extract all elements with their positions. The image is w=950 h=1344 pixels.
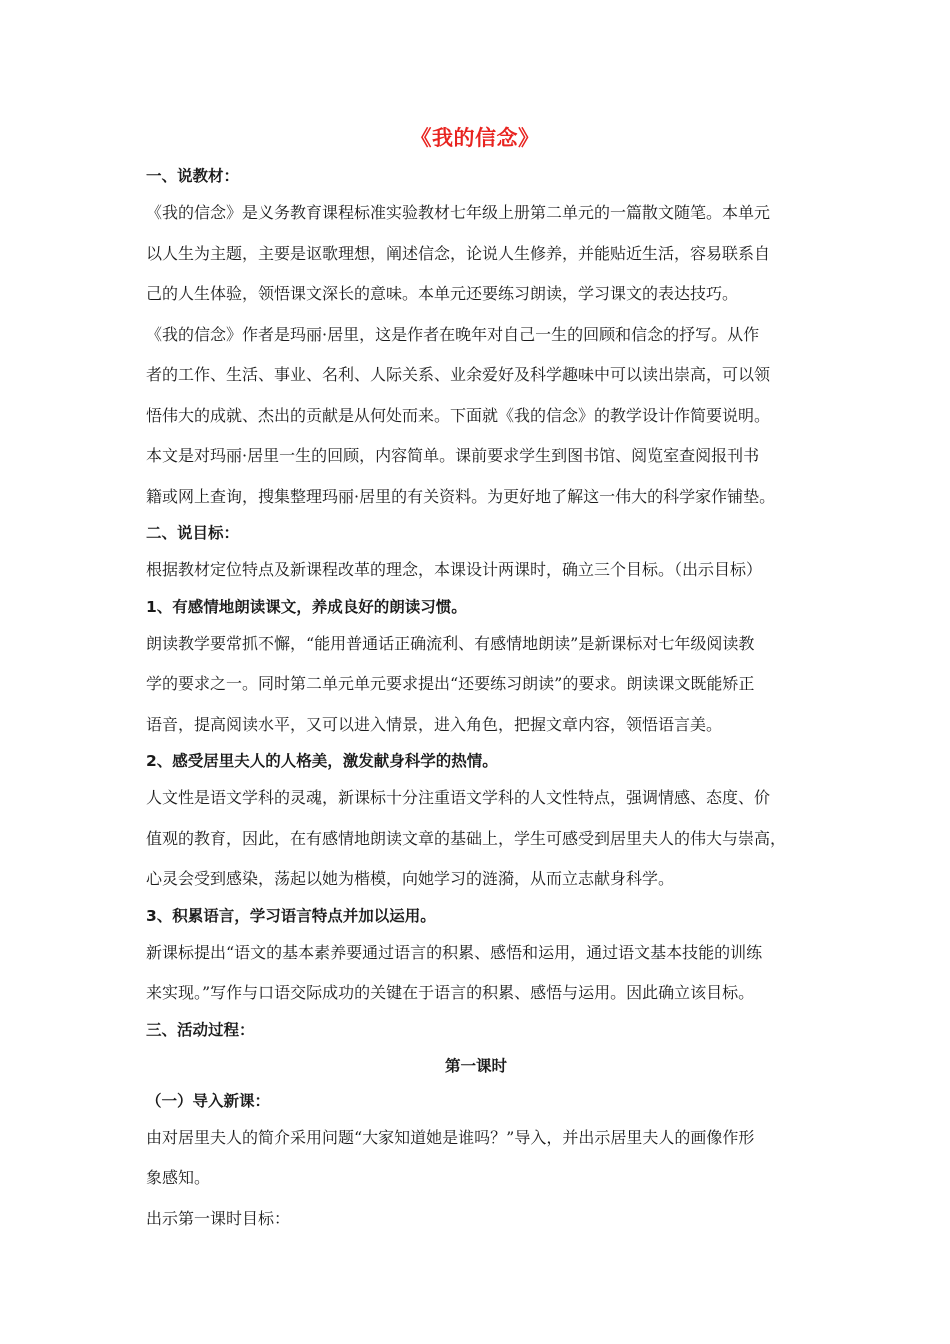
step-1-heading: （一）导入新课： <box>146 1091 271 1110</box>
document-body <box>146 160 806 1239</box>
text-line: 出示第一课时目标： <box>146 1208 291 1228</box>
goal-1-text <box>146 624 806 746</box>
text-line: 由对居里夫人的简介采用问题“大家知道她是谁吗？”导入，并出示居里夫人的画像作形 <box>146 1127 755 1147</box>
goal-3-text <box>146 933 806 1014</box>
text-line: 《我的信念》作者是玛丽·居里，这是作者在晚年对自己一生的回顾和信念的抒写。从作 <box>146 324 760 344</box>
text-line: 来实现。”写作与口语交际成功的关键在于语言的积累、感悟与运用。因此确立该目标。 <box>146 983 755 1002</box>
paragraph-preparation <box>146 436 806 517</box>
text-line: 朗读教学要常抓不懈，“能用普通话正确流利、有感情地朗读”是新课标对七年级阅读教 <box>146 633 755 653</box>
document-title: 《我的信念》 <box>410 126 540 150</box>
text-line: 者的工作、生活、事业、名利、人际关系、业余爱好及科学趣味中可以读出崇高，可以领 <box>146 365 771 384</box>
text-line: 《我的信念》是义务教育课程标准实验教材七年级上册第二单元的一篇散文随笔。本单元 <box>146 203 771 222</box>
text-line: 悟伟大的成就、杰出的贡献是从何处而来。下面就《我的信念》的教学设计作简要说明。 <box>146 405 771 425</box>
paragraph-author-intro <box>146 315 806 437</box>
text-line: 心灵会受到感染，荡起以她为楷模，向她学习的涟漪，从而立志献身科学。 <box>146 869 675 888</box>
section-heading-teaching-material: 一、说教材： <box>146 167 240 185</box>
paragraph-objectives-intro <box>146 550 806 591</box>
text-line: 本文是对玛丽·居里一生的回顾，内容简单。课前要求学生到图书馆、阅览室查阅报刊书 <box>146 446 760 465</box>
text-line: 值观的教育，因此，在有感情地朗读文章的基础上，学生可感受到居里夫人的伟大与崇高， <box>146 828 787 848</box>
goal-2-text <box>146 778 806 900</box>
text-line: 己的人生体验，领悟课文深长的意味。本单元还要练习朗读，学习课文的表达技巧。 <box>146 284 739 303</box>
text-line: 以人生为主题，主要是讴歌理想，阐述信念，论说人生修养，并能贴近生活，容易联系自 <box>146 243 771 263</box>
text-line: 籍或网上查询，搜集整理玛丽·居里的有关资料。为更好地了解这一伟大的科学家作铺垫。 <box>146 486 776 506</box>
goal-1-heading: 1、有感情地朗读课文，养成良好的朗读习惯。 <box>146 597 467 616</box>
lesson-1-heading: 第一课时 <box>444 1056 507 1075</box>
section-heading-objectives: 二、说目标： <box>146 524 240 542</box>
text-line: 根据教材定位特点及新课程改革的理念，本课设计两课时，确立三个目标。（出示目标） <box>146 560 763 579</box>
paragraph-material-intro <box>146 193 806 315</box>
text-line: 语音，提高阅读水平，又可以进入情景，进入角色，把握文章内容，领悟语言美。 <box>146 714 723 734</box>
section-heading-activity-process: 三、活动过程： <box>146 1020 255 1039</box>
goal-2-heading: 2、感受居里夫人的人格美，激发献身科学的热情。 <box>146 752 498 770</box>
step-1-text <box>146 1118 806 1240</box>
goal-3-heading: 3、积累语言，学习语言特点并加以运用。 <box>146 906 436 925</box>
text-line: 人文性是语文学科的灵魂，新课标十分注重语文学科的人文性特点，强调情感、态度、价 <box>146 788 771 807</box>
text-line: 学的要求之一。同时第二单元单元要求提出“还要练习朗读”的要求。朗读课文既能矫正 <box>146 674 755 693</box>
text-line: 象感知。 <box>146 1168 211 1187</box>
text-line: 新课标提出“语文的基本素养要通过语言的积累、感悟和运用，通过语文基本技能的训练 <box>146 942 763 962</box>
